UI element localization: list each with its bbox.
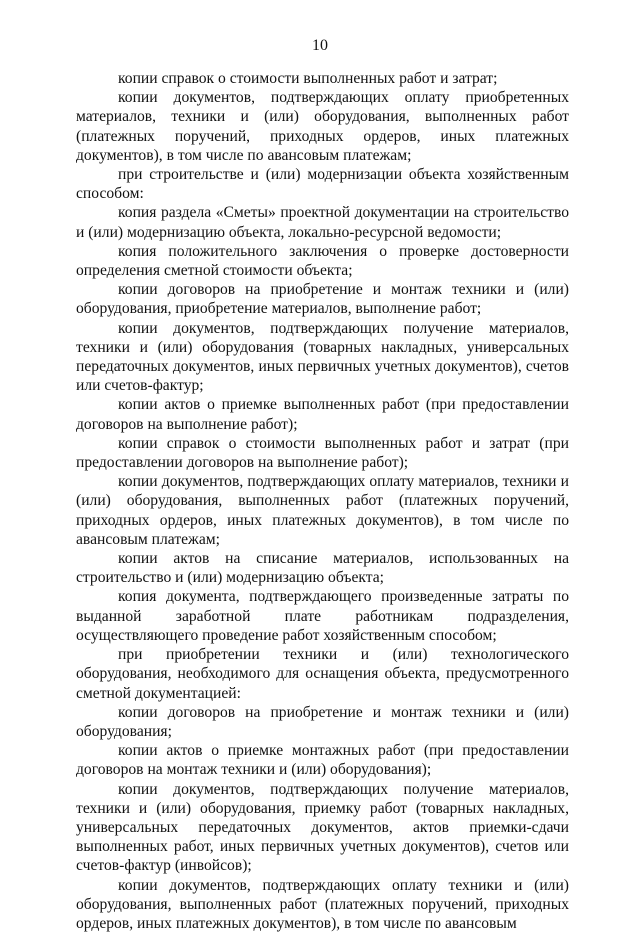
paragraph: при приобретении техники и (или) технологического оборудования, необходимого для оснащения объекта, предусмотренного сметной документацией:: [76, 646, 569, 702]
paragraph: копии документов, подтверждающих оплату приобретенных материалов, техники и (или) оборудования, выполненных работ (платежных поручений, приходных ордеров, иных платежных документов), в том числе по авансовым платежам;: [76, 89, 569, 164]
paragraph: копии актов о приемке монтажных работ (при предоставлении договоров на монтаж техники и (или) оборудования);: [76, 742, 569, 779]
paragraph: копии документов, подтверждающих оплату материалов, техники и (или) оборудования, выполненных работ (платежных поручений, приходных ордеров, иных платежных документов), в том числе по авансовым платежам;: [76, 473, 569, 548]
paragraph: копии договоров на приобретение и монтаж техники и (или) оборудования;: [76, 703, 569, 740]
paragraph: копия раздела «Сметы» проектной документации на строительство и (или) модернизацию объекта, локально-ресурсной ведомости;: [76, 204, 569, 241]
paragraph: копия положительного заключения о проверке достоверности определения сметной стоимости объекта;: [76, 242, 569, 280]
paragraph: копия документа, подтверждающего произведенные затраты по выданной заработной плате работникам подразделения, осуществляющего проведение работ хозяйственным способом;: [76, 588, 569, 644]
paragraph: копии документов, подтверждающих оплату техники и (или) оборудования, выполненных работ (платежных поручений, приходных ордеров, иных платежных документов), в том числе по авансовым: [76, 876, 569, 932]
paragraph: при строительстве и (или) модернизации объекта хозяйственным способом:: [76, 166, 569, 203]
paragraph: копии справок о стоимости выполненных работ и затрат;: [118, 70, 498, 87]
page-number: 10: [312, 37, 328, 54]
paragraph: копии документов, подтверждающих получение материалов, техники и (или) оборудования (товарных накладных, универсальных передаточных документов, иных первичных учетных документов), счетов или счетов-фактур;: [76, 319, 569, 395]
paragraph: копии договоров на приобретение и монтаж техники и (или) оборудования, приобретение материалов, выполнение работ;: [76, 281, 569, 318]
paragraph: копии справок о стоимости выполненных работ и затрат (при предоставлении договоров на выполнение работ);: [76, 434, 569, 472]
document-body: [76, 69, 569, 933]
paragraph: копии актов о приемке выполненных работ (при предоставлении договоров на выполнение работ);: [76, 396, 569, 433]
paragraph: копии актов на списание материалов, использованных на строительство и (или) модернизацию объекта;: [76, 550, 569, 587]
paragraph: копии документов, подтверждающих получение материалов, техники и (или) оборудования, приемку работ (товарных накладных, универсальных передаточных документов, актов приемки-сдачи выполненных работ, иных первичных учетных документов), счетов или счетов-фактур (инвойсов);: [76, 780, 569, 875]
